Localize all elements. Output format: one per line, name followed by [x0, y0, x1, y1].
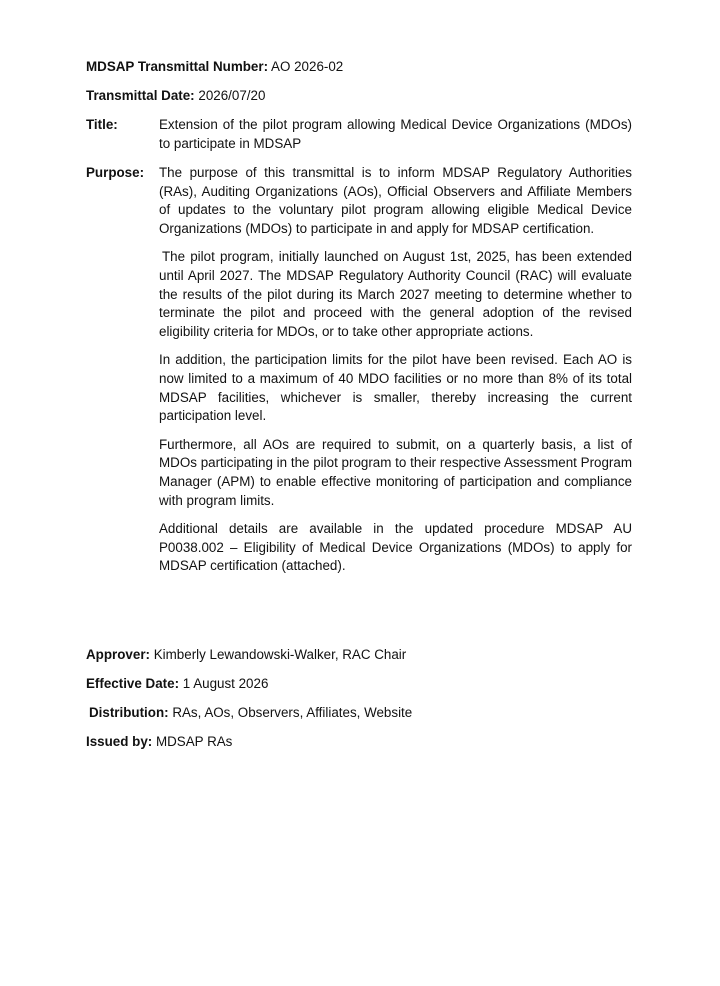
title-value: Extension of the pilot program allowing Medical Device Organizations (MDOs) to participate in MDSAP	[159, 117, 632, 151]
distribution-value: RAs, AOs, Observers, Affiliates, Website	[172, 705, 413, 720]
effective-date-value: 1 August 2026	[182, 676, 269, 691]
transmittal-number-value: AO 2026-02	[271, 59, 344, 74]
purpose-paragraph: Additional details are available in the updated procedure MDSAP AU P0038.002 – Eligibility of Medical Device Organizations (MDOs) to apply for MDSAP certification (attached).	[159, 521, 632, 574]
approver-field	[86, 646, 406, 665]
purpose-row	[86, 164, 632, 586]
approver-value: Kimberly Lewandowski-Walker, RAC Chair	[153, 647, 407, 662]
issued-by-label: Issued by:	[86, 734, 153, 749]
effective-date-label: Effective Date:	[86, 676, 180, 691]
issued-by-value: MDSAP RAs	[155, 734, 233, 749]
issued-by-field	[86, 733, 232, 752]
purpose-paragraph: The purpose of this transmittal is to inform MDSAP Regulatory Authorities (RAs), Auditing Organizations (AOs), Official Observers and Affiliate Members of updates to the voluntary pilot program allowing eligible Medical Device Organizations (MDOs) to participate in and apply for MDSAP certification.	[159, 165, 632, 236]
purpose-paragraph: In addition, the participation limits for the pilot have been revised. Each AO is now limited to a maximum of 40 MDO facilities or no more than 8% of its total MDSAP facilities, whichever is smaller, thereby increasing the current participation level.	[159, 352, 632, 424]
purpose-paragraph: The pilot program, initially launched on August 1st, 2025, has been extended until April 2027. The MDSAP Regulatory Authority Council (RAC) will evaluate the results of the pilot during its March 2027 meeting to determine whether to terminate the pilot and proceed with the general adoption of the revised eligibility criteria for MDOs, or to take other appropriate actions.	[159, 249, 632, 339]
distribution-field	[89, 704, 412, 723]
title-row	[86, 116, 632, 153]
purpose-paragraph: Furthermore, all AOs are required to submit, on a quarterly basis, a list of MDOs participating in the pilot program to their respective Assessment Program Manager (APM) to enable effective monitoring of participation and compliance with program limits.	[159, 436, 632, 508]
transmittal-number-label: MDSAP Transmittal Number:	[86, 59, 269, 74]
transmittal-number-field	[86, 58, 343, 77]
title-label: Title:	[86, 117, 118, 132]
distribution-label: Distribution:	[89, 705, 169, 720]
purpose-body	[159, 164, 632, 586]
approver-label: Approver:	[86, 647, 150, 662]
purpose-label: Purpose:	[86, 165, 145, 180]
transmittal-date-value: 2026/07/20	[198, 88, 266, 103]
transmittal-date-field	[86, 87, 265, 106]
effective-date-field	[86, 675, 268, 694]
transmittal-date-label: Transmittal Date:	[86, 88, 195, 103]
